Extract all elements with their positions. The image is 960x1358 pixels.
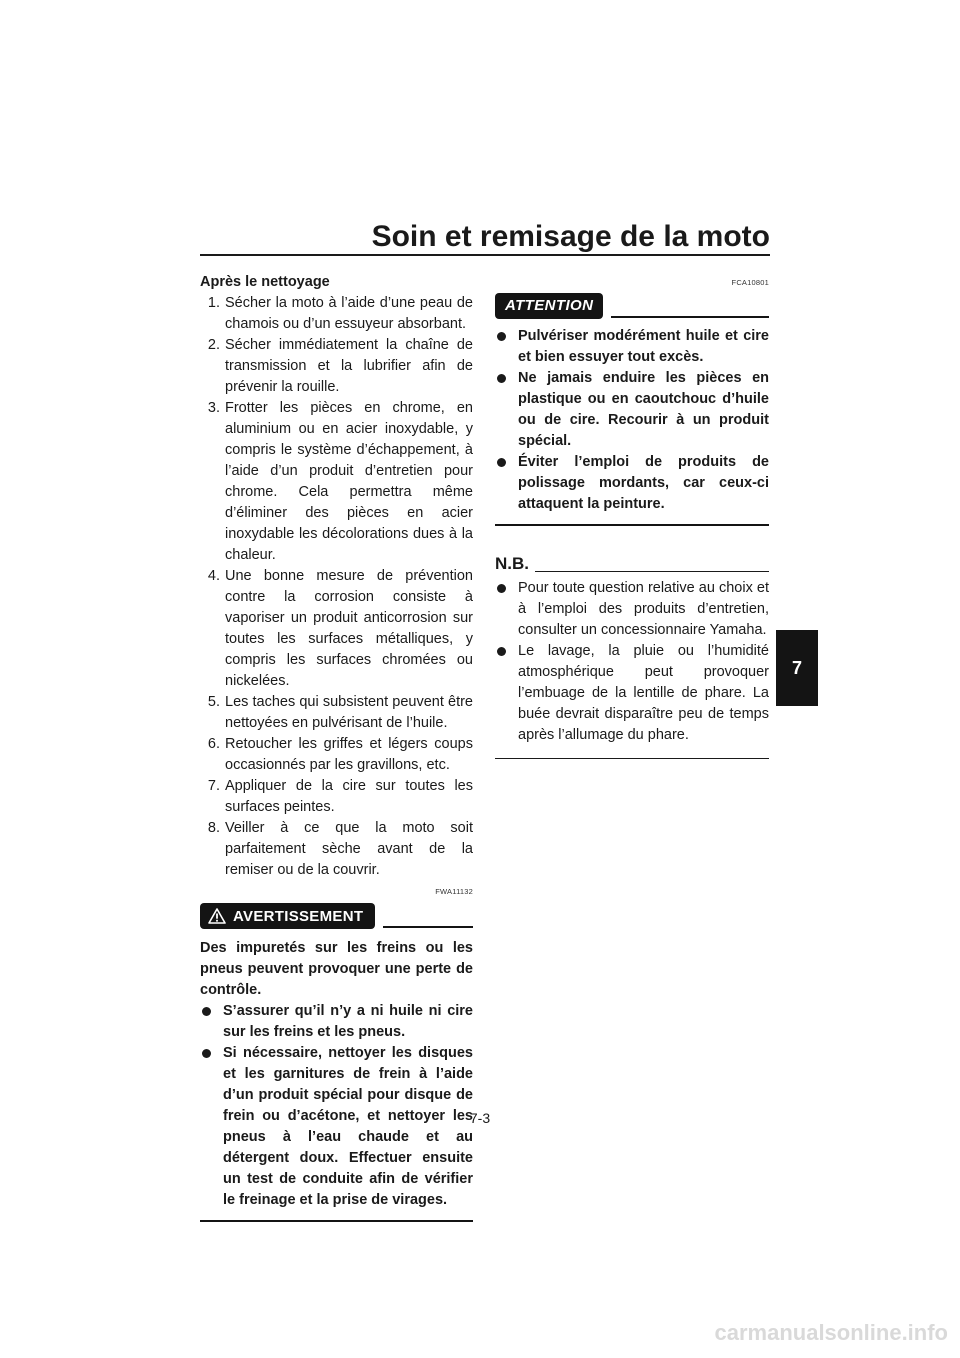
attention-badge: ATTENTION: [495, 293, 603, 319]
nb-end-rule: [495, 758, 769, 759]
steps-list: [200, 293, 473, 881]
warning-triangle-icon: [208, 908, 226, 924]
warning-badge: [200, 903, 375, 929]
nb-rule: [535, 571, 769, 572]
step-text: Sécher la moto à l’aide d’une peau de chamois ou d’un essuyeur absorbant.: [225, 295, 473, 332]
step-text: Appliquer de la cire sur toutes les surfaces peintes.: [225, 778, 473, 815]
bullet-icon: [497, 584, 506, 593]
warning-intro: Des impuretés sur les freins ou les pneus peuvent provoquer une perte de contrôle.: [200, 940, 473, 998]
step-text: Les taches qui subsistent peuvent être nettoyées en pulvérisant de l’huile.: [225, 694, 473, 731]
list-item: [495, 368, 769, 452]
bullet-icon: [202, 1049, 211, 1058]
nb-bullets: [495, 578, 769, 746]
step-text: Une bonne mesure de prévention contre la corrosion consiste à vaporiser un produit anticorrosion sur toutes les surfaces métalliques, y compris les surfaces chromées ou nickelées.: [225, 568, 473, 689]
bullet-icon: [202, 1007, 211, 1016]
step-number: 2.: [207, 337, 220, 353]
step-item: [200, 734, 473, 776]
bullet-text: Le lavage, la pluie ou l’humidité atmosphérique peut provoquer l’embuage de la lentille de phare. La buée devrait disparaître peu de temps après l’allumage du phare.: [518, 643, 769, 743]
warning-bullets: [200, 1001, 473, 1211]
step-text: Veiller à ce que la moto soit parfaitement sèche avant de la remiser ou de la couvrir.: [225, 820, 473, 878]
list-item: [495, 452, 769, 515]
nb-header: [495, 554, 769, 574]
attention-rule: [611, 316, 769, 318]
bullet-text: Ne jamais enduire les pièces en plastique ou en caoutchouc d’huile ou de cire. Recourir à un produit spécial.: [518, 370, 769, 449]
step-number: 8.: [207, 820, 220, 836]
list-item: [200, 1043, 473, 1211]
bullet-icon: [497, 332, 506, 341]
bullet-icon: [497, 374, 506, 383]
right-column: [495, 272, 769, 759]
bullet-icon: [497, 458, 506, 467]
bullet-text: Pulvériser modérément huile et cire et bien essuyer tout excès.: [518, 328, 769, 365]
step-item: [200, 566, 473, 692]
bullet-text: Si nécessaire, nettoyer les disques et les garnitures de frein à l’aide d’un produit spécial pour disque de frein ou d’acétone, et nettoyer les pneus à l’eau chaude et au détergent doux. Effectuer ensuite un test de conduite afin de vérifier le freinage et la prise de virages.: [223, 1045, 473, 1208]
bullet-text: Éviter l’emploi de produits de polissage mordants, car ceux-ci attaquent la peinture.: [518, 454, 769, 512]
step-item: [200, 692, 473, 734]
list-item: [200, 1001, 473, 1043]
step-number: 6.: [207, 736, 220, 752]
header-rule: [200, 254, 770, 256]
page-number: 7-3: [469, 1110, 491, 1126]
attention-end-rule: [495, 524, 769, 526]
step-text: Frotter les pièces en chrome, en aluminium ou en acier inoxydable, y compris le système d’échappement, à l’aide d’un produit d’entretien pour chrome. Cela permettra même d’éliminer des pièces en acier inoxydable les décolorations dues à la chaleur.: [225, 400, 473, 563]
step-number: 1.: [207, 295, 220, 311]
step-number: 3.: [207, 400, 220, 416]
step-item: [200, 293, 473, 335]
step-number: 4.: [207, 568, 220, 584]
step-text: Sécher immédiatement la chaîne de transmission et la lubrifier afin de prévenir la rouille.: [225, 337, 473, 395]
attention-header: [495, 293, 769, 319]
step-item: [200, 398, 473, 566]
step-item: [200, 776, 473, 818]
step-number: 5.: [207, 694, 220, 710]
warning-end-rule: [200, 1220, 473, 1222]
list-item: [495, 641, 769, 746]
warning-code: FWA11132: [435, 887, 473, 896]
step-number: 7.: [207, 778, 220, 794]
attention-bullets: [495, 326, 769, 515]
list-item: [495, 578, 769, 641]
step-text: Retoucher les griffes et légers coups occasionnés par les gravillons, etc.: [225, 736, 473, 773]
warning-header: [200, 903, 473, 929]
warning-label: AVERTISSEMENT: [233, 907, 364, 925]
attention-code: FCA10801: [731, 278, 769, 287]
bullet-text: Pour toute question relative au choix et à l’emploi des produits d’entretien, consulter un concessionnaire Yamaha.: [518, 580, 769, 638]
step-item: [200, 335, 473, 398]
step-item: [200, 818, 473, 881]
chapter-tab: 7: [776, 630, 818, 706]
warning-rule: [383, 926, 473, 928]
bullet-icon: [497, 647, 506, 656]
bullet-text: S’assurer qu’il n’y a ni huile ni cire sur les freins et les pneus.: [223, 1003, 473, 1040]
watermark: carmanualsonline.info: [714, 1320, 948, 1345]
list-item: [495, 326, 769, 368]
nb-label: N.B.: [495, 554, 529, 573]
section-heading: Après le nettoyage: [200, 274, 330, 290]
left-column: [200, 272, 473, 1222]
page-title: Soin et remisage de la moto: [371, 220, 770, 253]
